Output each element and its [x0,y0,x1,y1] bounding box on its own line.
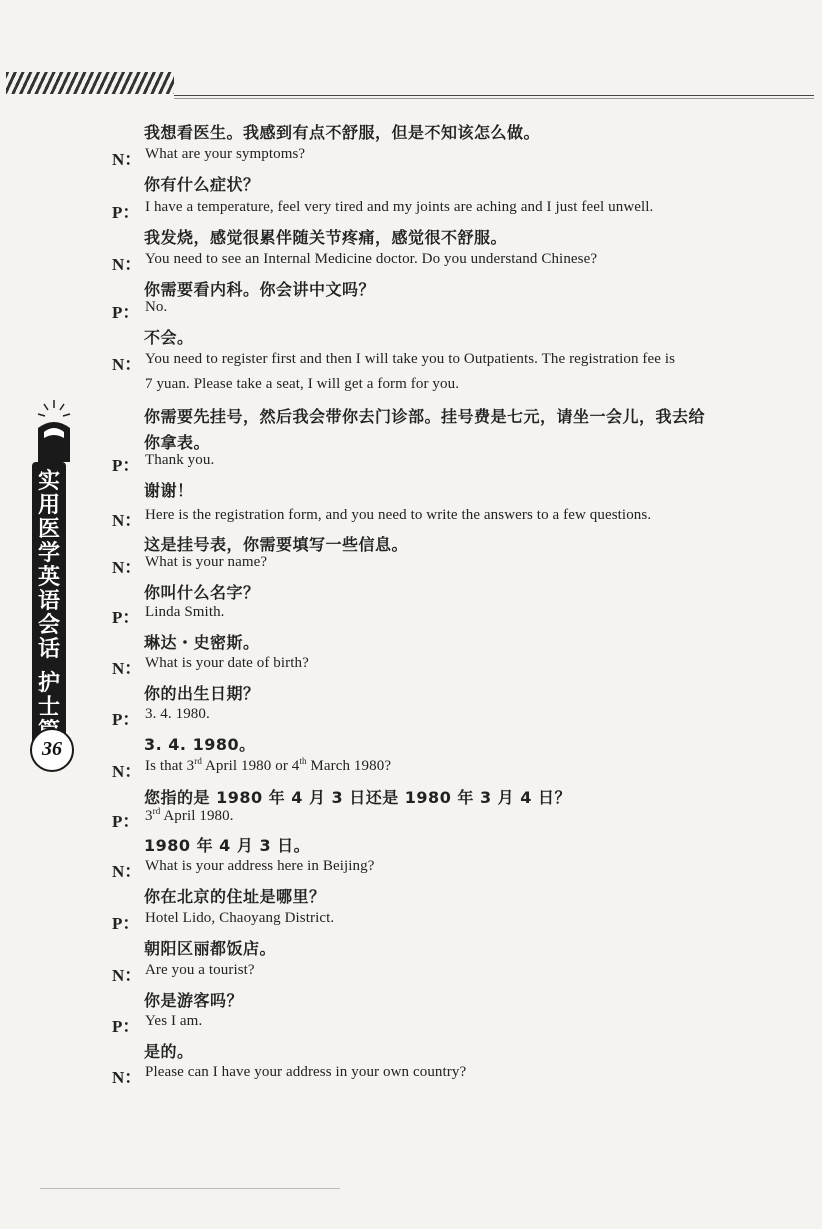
english-line: Hotel Lido, Chaoyang District. [145,910,335,926]
english-line: What is your address here in Beijing? [145,858,375,874]
chinese-line: 你有什么症状？ [144,175,260,194]
speaker-label: N： [112,558,142,577]
sidebar-title-char: 语 [37,589,60,614]
english-line: Are you a tourist? [145,962,255,978]
english-line: I have a temperature, feel very tired and my joints are aching and I just feel unwell. [145,199,654,215]
ordinal-suffix: th [299,756,307,766]
chinese-line: 3. 4. 1980。 [144,735,256,754]
english-text: April 1980. [160,808,234,824]
header-hatch-decoration [6,72,174,94]
speaker-label: N： [112,255,142,274]
english-text: 3 [145,808,153,824]
english-line: Yes I am. [145,1013,203,1029]
chinese-line: 是的。 [144,1042,194,1061]
ordinal-suffix: rd [194,756,202,766]
footer-rule [40,1188,340,1189]
header-rule [174,95,814,96]
english-text: March 1980? [306,758,392,774]
speaker-label: P： [112,203,140,222]
speaker-label: N： [112,511,142,530]
sidebar-title-char: 用 [37,493,60,518]
speaker-label: P： [112,456,140,475]
chinese-line: 我想看医生。我感到有点不舒服，但是不知该怎么做。 [144,123,541,142]
speaker-label: N： [112,355,142,374]
chinese-line: 你的出生日期？ [144,684,260,703]
header-rule-secondary [174,98,814,99]
english-line: What is your name? [145,554,268,570]
english-line: You need to see an Internal Medicine doctor. Do you understand Chinese? [145,251,598,267]
speaker-label: N： [112,862,142,881]
ordinal-suffix: rd [152,806,161,816]
chinese-line: 你是游客吗？ [144,991,244,1010]
english-text: April 1980 or 4 [201,758,300,774]
sidebar-title-char: 医 [37,517,60,542]
chinese-line: 琳达・史密斯。 [144,633,260,652]
speaker-label: N： [112,762,142,781]
sidebar-title-char: 话 [37,637,60,662]
english-line: You need to register first and then I will take you to Outpatients. The registration fee is [145,351,676,367]
chinese-line: 1980 年 4 月 3 日。 [144,836,311,855]
english-line: Thank you. [145,452,215,468]
english-line: Here is the registration form, and you need to write the answers to a few questions. [145,507,652,523]
sidebar-title-char: 学 [37,541,60,566]
english-line: Please can I have your address in your own country? [145,1064,467,1080]
sidebar-title-char: 英 [37,565,60,590]
sidebar-subtitle-char: 士 [37,695,60,720]
chinese-line: 你拿表。 [144,433,211,452]
english-line: What are your symptoms? [145,146,306,162]
chinese-line: 你需要先挂号，然后我会带你去门诊部。挂号费是七元，请坐一会儿，我去给 [144,407,706,426]
english-line: Linda Smith. [145,604,225,620]
english-line: No. [145,299,168,315]
speaker-label: P： [112,608,140,627]
sidebar-title-char: 会 [37,613,60,638]
speaker-label: P： [112,303,140,322]
sidebar-subtitle-char: 护 [37,671,60,696]
chinese-line: 我发烧，感觉很累伴随关节疼痛，感觉很不舒服。 [144,228,508,247]
chinese-line: 您指的是 1980 年 4 月 3 日还是 1980 年 3 月 4 日？ [144,788,571,807]
english-line [145,808,234,825]
english-line: What is your date of birth? [145,655,309,671]
sparkle-book-icon [34,398,74,462]
english-line [145,758,391,775]
speaker-label: N： [112,150,142,169]
english-line: 3. 4. 1980. [145,706,210,722]
speaker-label: P： [112,914,140,933]
sidebar-book-title [32,470,66,744]
english-text: Is that 3 [145,758,195,774]
sidebar-title-char: 实 [37,469,60,494]
chinese-line: 你在北京的住址是哪里？ [144,887,326,906]
chinese-line: 朝阳区丽都饭店。 [144,939,277,958]
page-number: 36 [30,728,74,772]
speaker-label: N： [112,1068,142,1087]
speaker-label: P： [112,710,140,729]
speaker-label: P： [112,812,140,831]
chinese-line: 谢谢！ [144,481,194,500]
english-line: 7 yuan. Please take a seat, I will get a form for you. [145,376,460,392]
chinese-line: 你叫什么名字？ [144,583,260,602]
speaker-label: N： [112,966,142,985]
speaker-label: P： [112,1017,140,1036]
chinese-line: 你需要看内科。你会讲中文吗？ [144,280,376,299]
chinese-line: 这是挂号表，你需要填写一些信息。 [144,535,409,554]
speaker-label: N： [112,659,142,678]
chinese-line: 不会。 [144,328,194,347]
